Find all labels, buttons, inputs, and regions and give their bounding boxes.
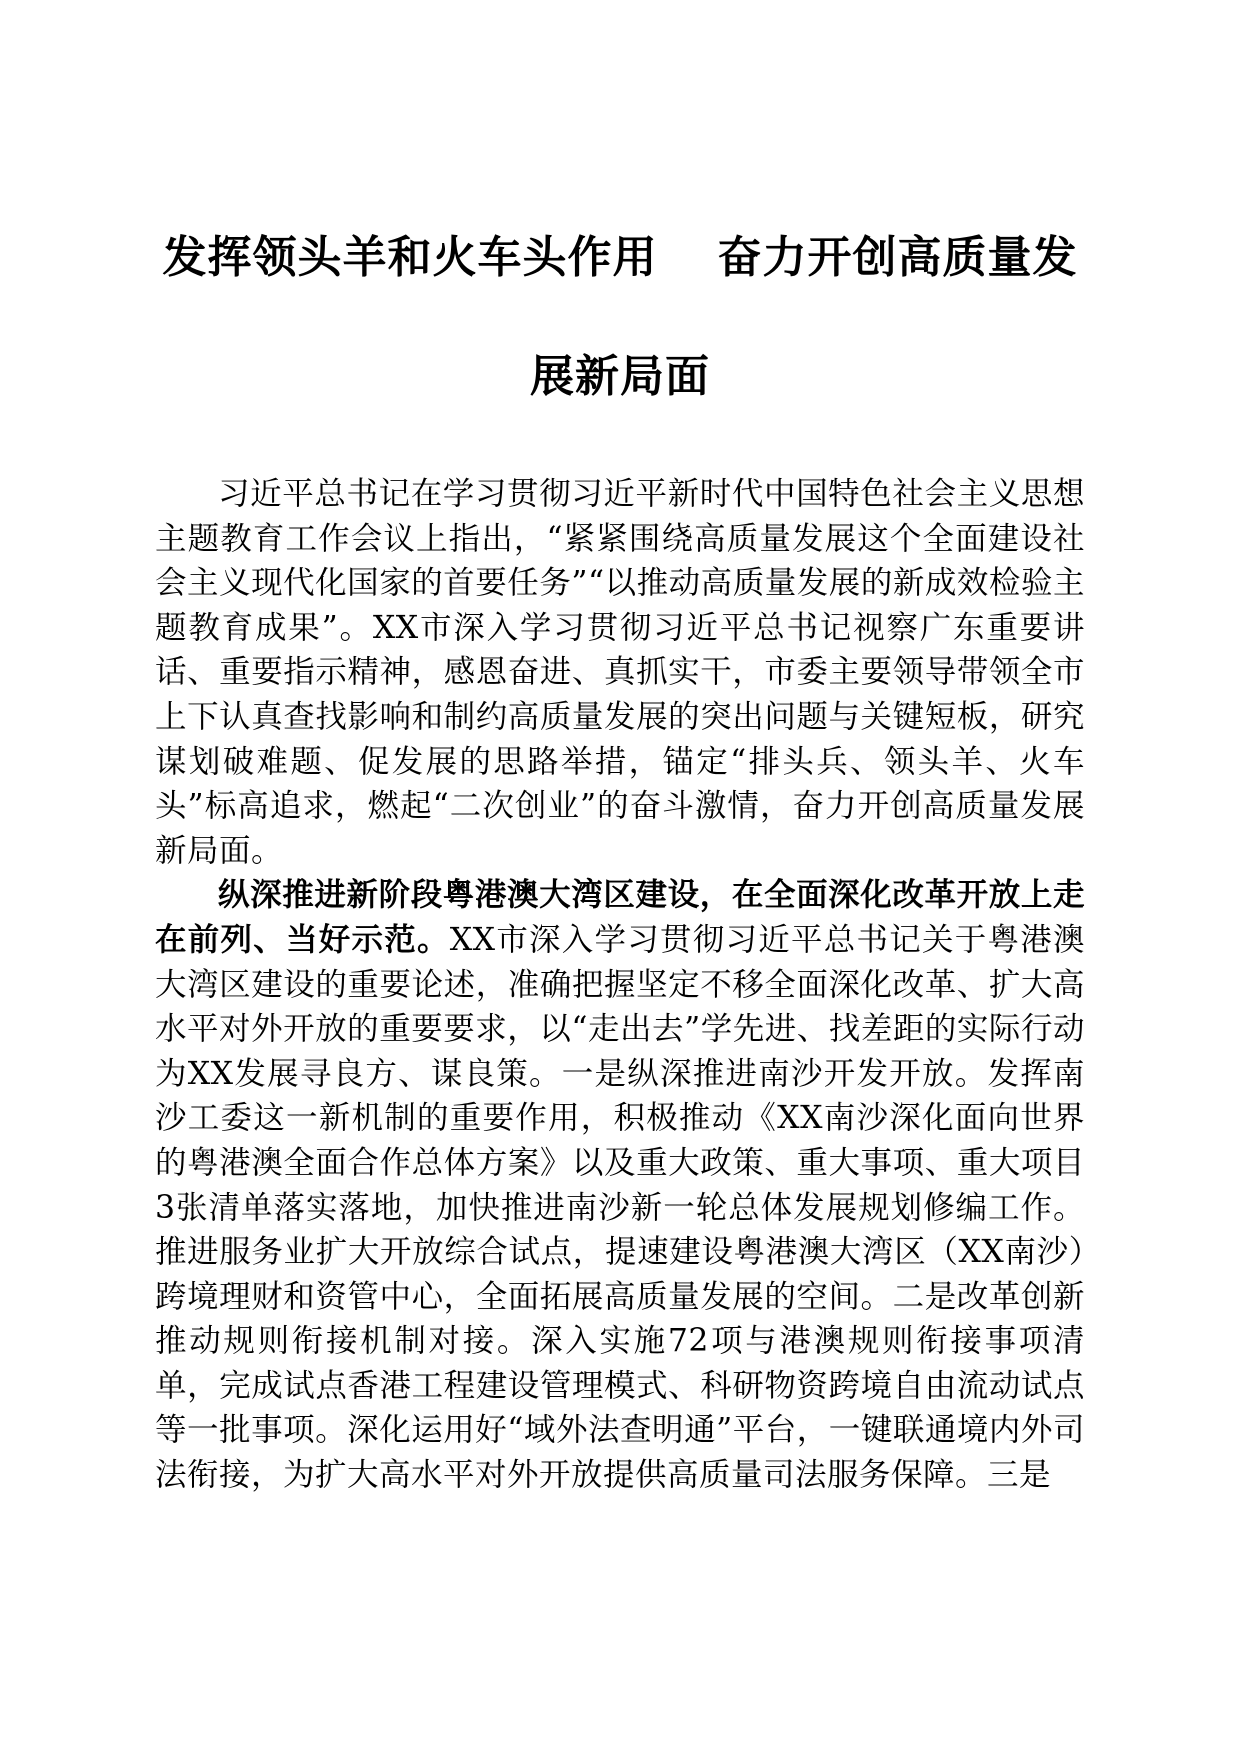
paragraph-intro-text: 习近平总书记在学习贯彻习近平新时代中国特色社会主义思想主题教育工作会议上指出，“紧紧围绕高质量发展这个全面建设社会主义现代化国家的首要任务”“以推动高质量发展的新成效检验主题教育成果”。XX市深入学习贯彻习近平总书记视察广东重要讲话、重要指示精神，感恩奋进、真抓实干，市委主要领导带领全市上下认真查找影响和制约高质量发展的突出问题与关键短板，研究谋划破难题、促发展的思路举措，锚定“排头兵、领头羊、火车头”标高追求，燃起“二次创业”的奋斗激情，奋力开创高质量发展新局面。 — [155, 476, 1085, 869]
title-part-2: 奋力开创高质量发 — [717, 232, 1078, 283]
paragraph-intro — [155, 472, 1085, 873]
paragraph-greater-bay-area-text: XX市深入学习贯彻习近平总书记关于粤港澳大湾区建设的重要论述，准确把握坚定不移全面深化改革、扩大高水平对外开放的重要要求，以“走出去”学先进、找差距的实际行动为XX发展寻良方、谋良策。一是纵深推进南沙开发开放。发挥南沙工委这一新机制的重要作用，积极推动《XX南沙深化面向世界的粤港澳全面合作总体方案》以及重大政策、重大事项、重大项目3张清单落实落地，加快推进南沙新一轮总体发展规划修编工作。推进服务业扩大开放综合试点，提速建设粤港澳大湾区（XX南沙）跨境理财和资管中心，全面拓展高质量发展的空间。二是改革创新推动规则衔接机制对接。深入实施72项与港澳规则衔接事项清单，完成试点香港工程建设管理模式、科研物资跨境自由流动试点等一批事项。深化运用好“域外法查明通”平台，一键联通境内外司法衔接，为扩大高水平对外开放提供高质量司法服务保障。三是 — [155, 921, 1085, 1494]
paragraph-lead-heading: 纵深推进新阶段粤港澳大湾区建设，在全面深化改革开放上走在前列、当好示范。 — [155, 877, 1085, 958]
document-body — [155, 472, 1085, 1498]
paragraph-greater-bay-area — [155, 873, 1085, 1497]
document-title-line-1 — [155, 232, 1085, 283]
title-part-1: 发挥领头羊和火车头作用 — [162, 232, 658, 283]
document-title-line-2: 展新局面 — [530, 351, 710, 402]
